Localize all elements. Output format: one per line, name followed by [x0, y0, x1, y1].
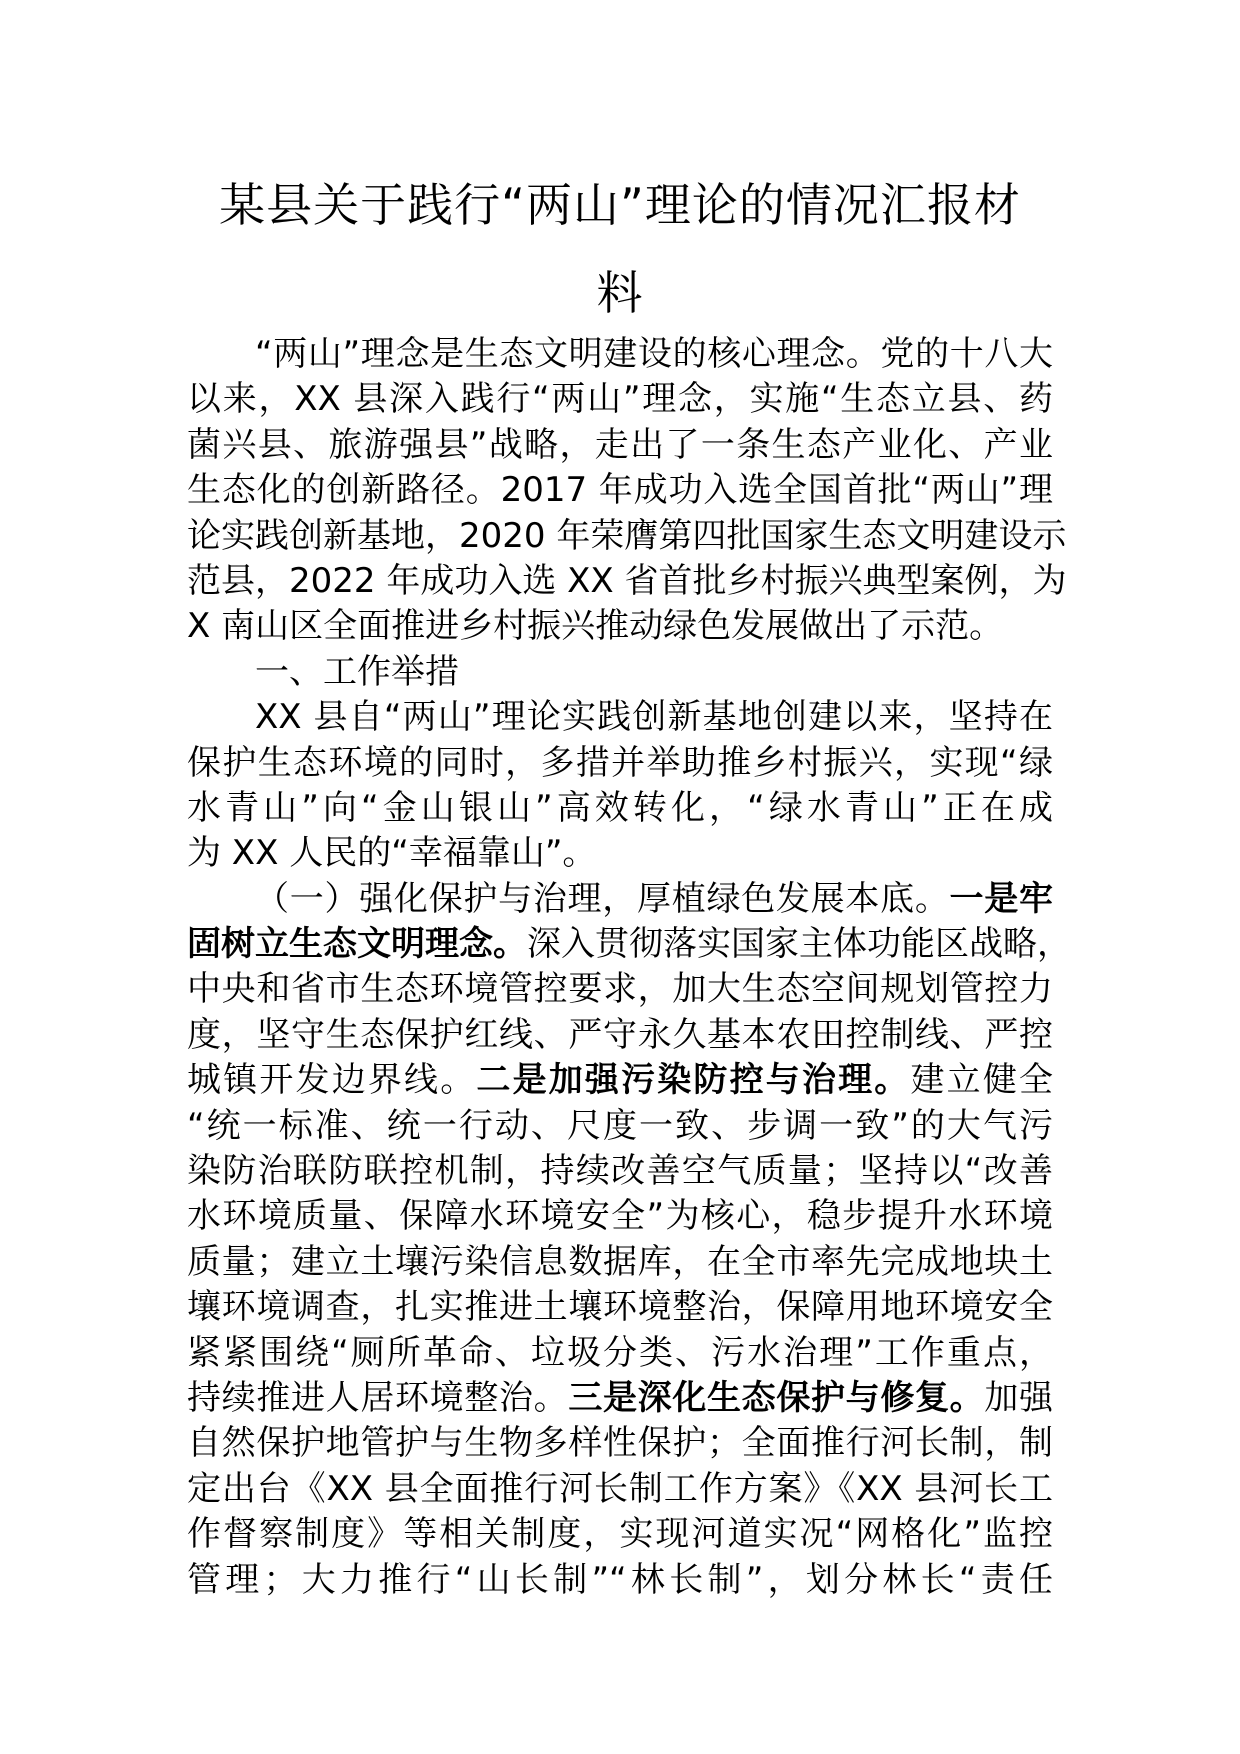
body-line: 生态化的创新路径。2017 年成功入选全国首批“两山”理	[187, 470, 1053, 511]
body-line: 质量；建立土壤污染信息数据库，在全市率先完成地块土	[187, 1241, 1053, 1282]
body-line: 论实践创新基地，2020 年荣膺第四批国家生态文明建设示	[187, 515, 1067, 556]
body-text: 深入贯彻落实国家主体功能区战略，	[527, 924, 1071, 965]
body-text: 加强	[984, 1377, 1054, 1418]
document-title-line-1: 某县关于践行“两山”理论的情况汇报材	[219, 178, 1021, 232]
body-line: 水青山”向“金山银山”高效转化，“绿水青山”正在成	[187, 787, 1053, 828]
body-line: 以来，XX 县深入践行“两山”理念，实施“生态立县、药	[187, 379, 1053, 420]
body-line: 为 XX 人民的“幸福靠山”。	[187, 833, 597, 874]
body-line: “两山”理念是生态文明建设的核心理念。党的十八大	[255, 334, 1053, 374]
bold-point-heading: 三是深化生态保护与修复。	[568, 1377, 985, 1418]
body-line	[187, 877, 1053, 922]
body-line	[187, 1376, 1053, 1421]
body-line: 染防治联防联控机制，持续改善空气质量；坚持以“改善	[187, 1151, 1053, 1192]
body-text: 持续推进人居环境整治。	[187, 1377, 569, 1418]
bold-point-heading: 一是牢	[949, 878, 1054, 919]
body-line: 紧紧围绕“厕所革命、垃圾分类、污水治理”工作重点，	[187, 1332, 1053, 1373]
body-line: “统一标准、统一行动、尺度一致、步调一致”的大气污	[187, 1105, 1053, 1146]
body-line: 定出台《XX 县全面推行河长制工作方案》《XX 县河长工	[187, 1468, 1053, 1509]
bold-point-heading: 二是加强污染防控与治理。	[476, 1060, 911, 1101]
body-line: 壤环境调查，扎实推进土壤环境整治，保障用地环境安全	[187, 1287, 1053, 1328]
body-line: 水环境质量、保障水环境安全”为核心，稳步提升水环境	[187, 1196, 1053, 1237]
document-body	[187, 332, 1071, 1603]
body-line: XX 县自“两山”理论实践创新基地创建以来，坚持在	[255, 697, 1053, 738]
body-line: 菌兴县、旅游强县”战略，走出了一条生态产业化、产业	[187, 424, 1053, 465]
bold-point-heading: 固树立生态文明理念。	[187, 924, 527, 965]
body-line: 管理；大力推行“山长制”“林长制”，划分林长“责任	[187, 1559, 1053, 1600]
body-line: X 南山区全面推进乡村振兴推动绿色发展做出了示范。	[187, 606, 1004, 647]
body-line	[187, 922, 1071, 967]
body-line: 自然保护地管护与生物多样性保护；全面推行河长制，制	[187, 1423, 1053, 1464]
body-line	[187, 1058, 1053, 1103]
subsection-heading: （一）强化保护与治理，厚植绿色发展本底。	[255, 878, 950, 919]
body-line: 保护生态环境的同时，多措并举助推乡村振兴，实现“绿	[187, 742, 1053, 783]
body-line: 作督察制度》等相关制度，实现河道实况“网格化”监控	[187, 1514, 1053, 1555]
body-text: 建立健全	[910, 1060, 1054, 1101]
body-line: 中央和省市生态环境管控要求，加大生态空间规划管控力	[187, 969, 1053, 1010]
body-line: 度，坚守生态保护红线、严守永久基本农田控制线、严控	[187, 1014, 1053, 1055]
document-title-line-2: 料	[596, 266, 644, 320]
section-heading: 一、工作举措	[255, 651, 459, 692]
body-text: 城镇开发边界线。	[187, 1060, 477, 1101]
body-line: 范县，2022 年成功入选 XX 省首批乡村振兴典型案例，为	[187, 560, 1067, 601]
